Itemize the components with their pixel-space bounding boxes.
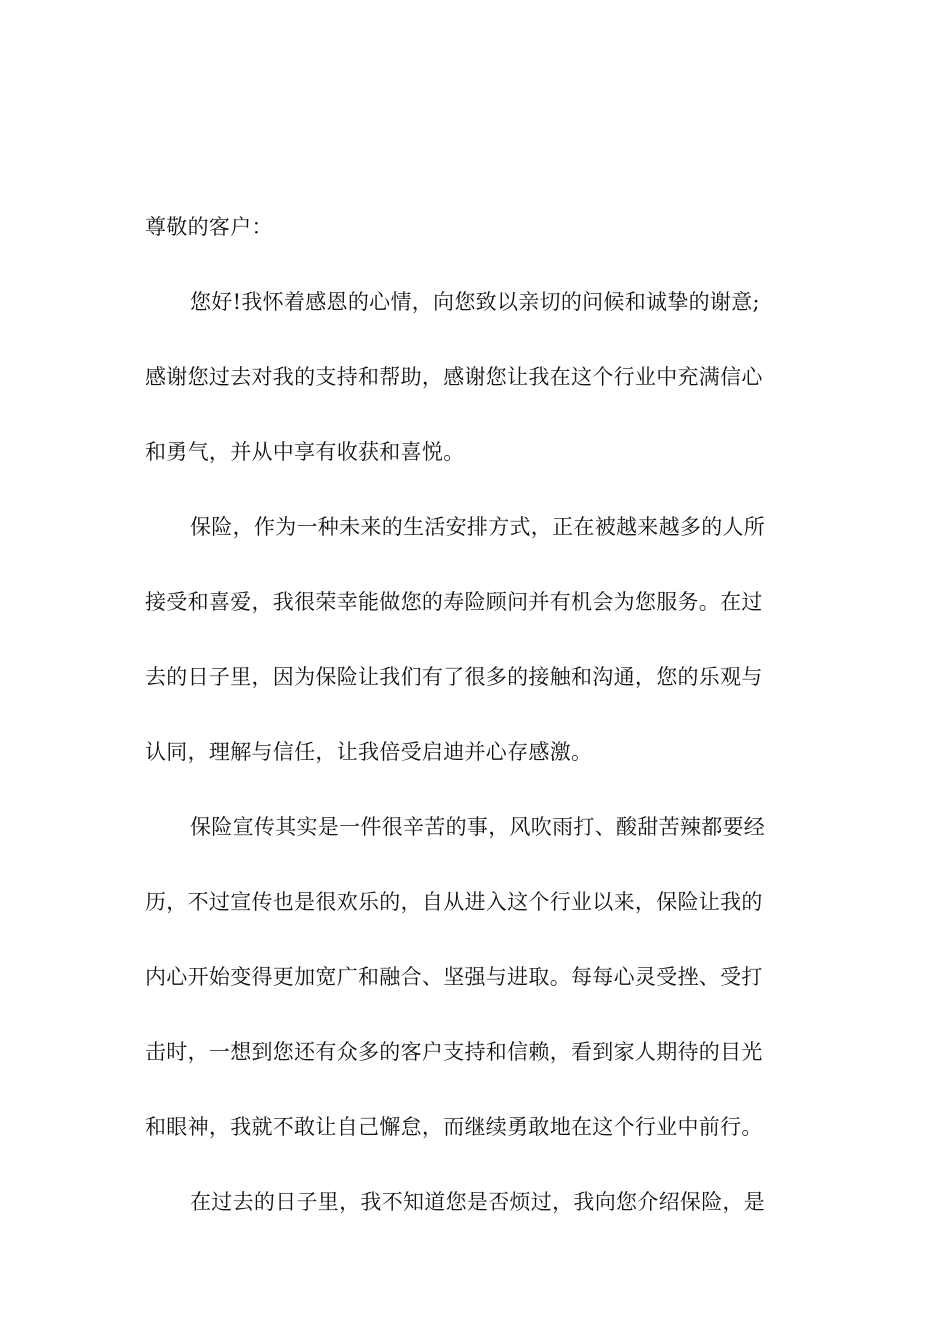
paragraph-line: 和勇气，并从中享有收获和喜悦。 xyxy=(145,440,465,464)
paragraph-line: 和眼神，我就不敢让自己懈怠，而继续勇敢地在这个行业中前行。 xyxy=(145,1115,763,1139)
paragraph-line: 去的日子里，因为保险让我们有了很多的接触和沟通，您的乐观与 xyxy=(145,665,763,689)
paragraph-line: 您好!我怀着感恩的心情，向您致以亲切的问候和诚挚的谢意; xyxy=(190,290,760,314)
paragraph-line: 击时，一想到您还有众多的客户支持和信赖，看到家人期待的目光 xyxy=(145,1040,763,1064)
paragraph-line: 保险宣传其实是一件很辛苦的事，风吹雨打、酸甜苦辣都要经 xyxy=(190,815,766,839)
paragraph-line: 感谢您过去对我的支持和帮助，感谢您让我在这个行业中充满信心 xyxy=(145,365,763,389)
paragraph-line: 历，不过宣传也是很欢乐的，自从进入这个行业以来，保险让我的 xyxy=(145,890,763,914)
paragraph-line: 内心开始变得更加宽广和融合、坚强与进取。每每心灵受挫、受打 xyxy=(145,965,763,989)
salutation: 尊敬的客户： xyxy=(145,215,273,239)
paragraph-line: 认同，理解与信任，让我倍受启迪并心存感激。 xyxy=(145,740,593,764)
paragraph-line: 保险，作为一种未来的生活安排方式，正在被越来越多的人所 xyxy=(190,515,766,539)
paragraph-line: 在过去的日子里，我不知道您是否烦过，我向您介绍保险，是 xyxy=(190,1190,766,1214)
paragraph-line: 接受和喜爱，我很荣幸能做您的寿险顾问并有机会为您服务。在过 xyxy=(145,590,763,614)
